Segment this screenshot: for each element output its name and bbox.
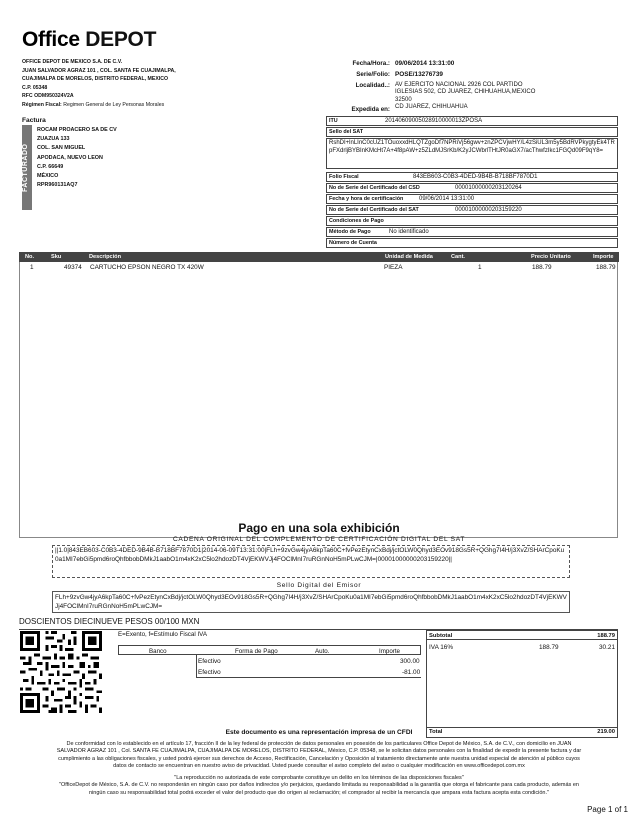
serie-value: POSE/13276739 [395,71,443,78]
issuer-line: C.P. 05348 [22,84,48,91]
serie-label: Serie/Folio: [356,71,390,78]
legal-notes: "La reproducción no autorizada de este comprobante constituye un delito en los términos de las disposiciones fiscales" "OfficeDepot de México, S.A. de C.V. no responderán en ningún caso por daños indirectos y/o perjuicios, quedando limitada su responsabilidad a la garantía que otorga el fabricante para cada producto, además en ningún caso su responsabilidad total podrá exceder el valor del producto que dio origen al reclamación; el comprador al recibir la mercancía que ampara esta factura acepta esta condición." [59,775,579,796]
formas-pago-note: E=Exento, f=Estímulo Fiscal IVA [118,631,207,638]
fecha-cert-row: Fecha y hora de certificación 09/06/2014 13:31:00 [326,194,618,204]
expedida-label: Expedida en: [351,106,390,113]
table-row: Efectivo -81.00 [198,668,421,676]
metodo-pago-row: Método de Pago No identificado [326,227,618,237]
issuer-line: JUAN SALVADOR AGRAZ 101 , COL. SANTA FE CUAJIMALPA, [22,67,176,74]
sello-sat-value: RshDI+lnLInC0cUZ1TOuoxxdHLQTZgoDf7NPRiVj56gwv+znZPCVjwHY/L4zSiUL3m5y5BdRVPkygtyEk4TRpFXdrljBYBInKMcHt7A+4f8pAW+z5ZLdMJSrKb/K2yJCWbrlTHtJR0aGX7/acThwfzIkc1FGQd09F9qY8= [326,138,618,169]
totals-box [426,630,618,738]
payments-table-header: Banco Forma de Pago Auto. Importe [118,645,421,655]
regimen-fiscal: Régimen Fiscal: Regimen General de Ley Personas Morales [22,101,165,108]
facturado-side-label: FACTURADO [22,125,32,210]
folio-fiscal-row: Folio Fiscal 843EB603-C0B3-4DED-9B4B-B718BF7870D1 [326,172,618,182]
itu-row: ITU 20140609005028910000013ZPOSA [326,116,618,126]
serie-sat-row: No de Serie del Certificado del SAT 00001000000203159220 [326,205,618,215]
localidad-value: AV EJERCITO NACIONAL 2926 COL PARTIDO IGLESIAS 502, CD JUAREZ, CHIHUAHUA,MEXICO 32500 CD JUAREZ, CHIHUAHUA [395,82,536,111]
fecha-value: 09/06/2014 13:31:00 [395,60,455,67]
total-label: Total [429,729,443,735]
iva-value: 30.21 [599,644,615,651]
issuer-line: RFC ODM950324V2A [22,93,74,100]
sello-emisor-title: Sello Digital del Emisor [276,582,362,589]
serie-csd-row: No de Serie del Certificado del CSD 00001000000203120264 [326,183,618,193]
total-en-letra: DOSCIENTOS DIECINUEVE PESOS 00/100 MXN [19,617,200,626]
condiciones-row: Condiciones de Pago [326,216,618,226]
client-info: ROCAM PROACERO SA DE CV ZUAZUA 133 COL. SAN MIGUEL APODACA, NUEVO LEON C.P. 66649 MÉXICO RPR960131AQ7 [37,127,117,189]
pago-exhibicion: Pago en una sola exhibición [238,521,400,535]
cadena-original-title: CADENA ORIGINAL DEL COMPLEMENTO DE CERTIFICACIÓN DIGITAL DEL SAT [172,536,466,543]
sello-sat-label-row: Sello del SAT [326,127,618,137]
localidad-label: Localidad..: [355,82,390,89]
subtotal-label: Subtotal [429,633,453,639]
issuer-line: OFFICE DEPOT DE MEXICO S.A. DE C.V. [22,59,123,65]
items-table-header: No. Sku Descripción Unidad de Medida Cant. Precio Unitario Importe [19,252,619,262]
cadena-original-value: ||1.0|843EB603-C0B3-4DED-9B4B-B718BF7870D1|2014-06-09T13:31:00|FLh+9zvGw4jyA6kpTa60C+fvPezEtynCxBdj/jctOLW0Qhyd3EOv918Gs5R+QGhg7I4H/j3XvZ/SHArCpoKu0a1MI7ebGi5pmd6roQhfbbobDMkJ1aabO1m4xK2xC5lo2hdozDT4VjEKWVJj4FOClMnI7ruRGnNoH5mPLwCJM=|00001000000203159220|| [52,545,570,578]
qr-code [20,631,102,713]
issuer-info [22,58,272,110]
items-table-body [19,262,618,538]
iva-label: IVA 16% [429,644,454,651]
page-number: Page 1 of 1 [587,805,628,814]
total-value: 219.00 [597,729,615,735]
privacy-notice: De conformidad con lo establecido en el artículo 17, fracción II de la ley federal de protección de datos personales en posesión de los particulares Office Depot de México, S.A. de C.V., con domicilio en JUAN SALVADOR AGRAZ 101 , Col. SANTA FE CUAJIMALPA, CUAJIMALPA DE MORELOS, DISTRITO FEDERAL, México, C.P. 05348, se le solicitan datos personales con la finalidad de expedir la presente factura y dar cumplimiento a las obligaciones fiscales, y usted podrá ejercer sus derechos de Acceso, Rectificación, Cancelación y Oposición al tratamiento directamente ante nuestra unidad especial de atención al público cuyos datos de contacto se encuentran en nuestro aviso de privacidad. Usted puede consultar el aviso completo del aviso o cualquier modificación en www.officedepot.com.mx [56,741,582,770]
table-row: Efectivo 300.00 [198,657,420,665]
numero-cuenta-row: Número de Cuenta [326,238,618,248]
office-depot-logo: Office DEPOT [22,28,157,51]
fecha-label: Fecha/Hora.: [352,60,390,67]
iva-base: 188.79 [539,644,559,651]
sello-emisor-value: FLh+9zvGw4jyA6kpTa60C+fvPezEtynCxBdj/jctOLW0Qhyd3EOv918Gs5R+QGhg7I4H/j3XvZ/SHArCpoKu0a1MI7ebGi5pmd6roQhfbbobDMkJ1aabO1m4xK2xC5lo2hdozDT4VjEKWVJj4FOClMnI7ruRGnNoH5mPLwCJM= [52,591,570,613]
factura-label: Factura [22,117,46,124]
totals-divider [426,727,618,728]
totals-divider [426,639,618,640]
issuer-line: CUAJIMALPA DE MORELOS, DISTRITO FEDERAL, MEXICO [22,76,169,83]
subtotal-value: 188.79 [597,633,615,639]
representacion-impresa: Este documento es una representación impresa de un CFDI [225,729,413,736]
